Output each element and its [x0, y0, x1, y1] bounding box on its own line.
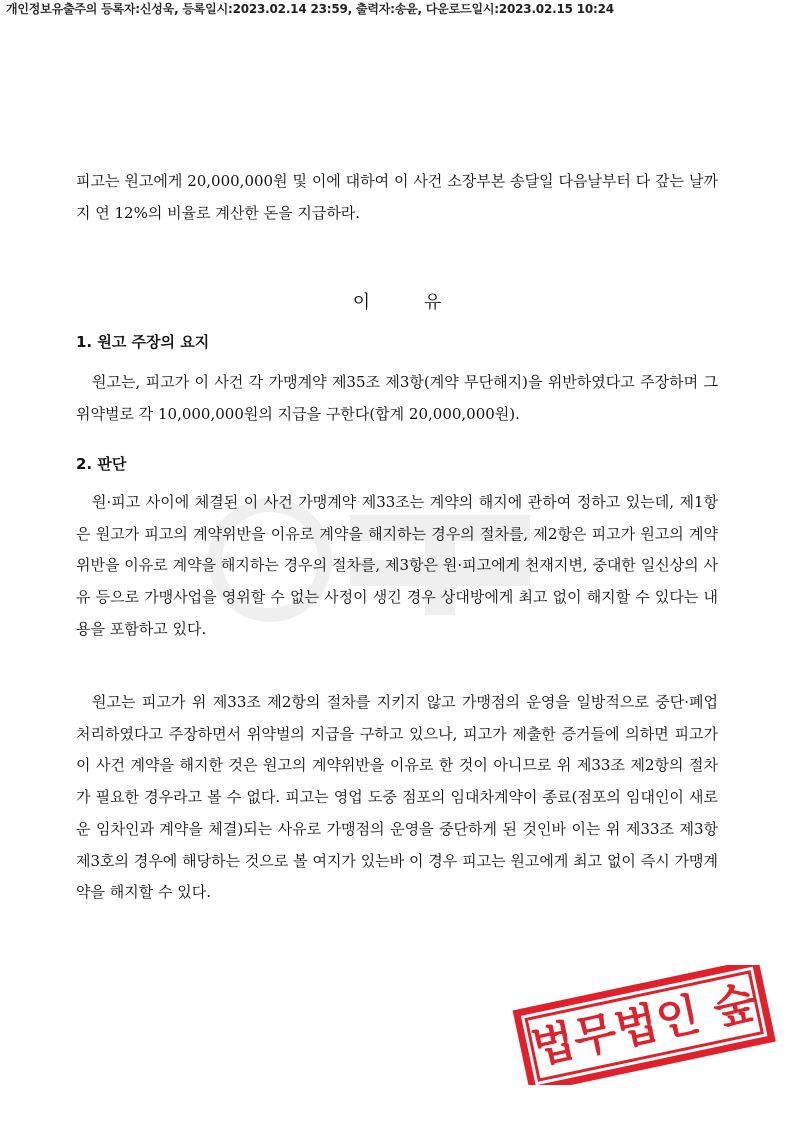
section-1-heading: 1. 원고 주장의 요지 [76, 333, 210, 351]
stamp-text: 법무법인 숲 [527, 976, 761, 1075]
law-firm-stamp [508, 965, 780, 1085]
reasons-title: 이 유 [352, 292, 442, 313]
section-2-paragraph-1: 원·피고 사이에 체결된 이 사건 가맹계약 제33조는 계약의 해지에 관하여 정하고 있는데, 제1항은 원고가 피고의 계약위반을 이유로 계약을 해지하는 경우의 절차를, 제2항은 피고가 원고의 계약위반을 이유로 계약을 해지하는 경우의 절차를, 제3항은 원·피고에게 천재지변, 중대한 일신상의 사유 등으로 가맹사업을 영위할 수 없는 사정이 생긴 경우 상대방에게 최고 없이 해지할 수 있다는 내용을 포함하고 있다. [76, 493, 718, 638]
section-2-heading: 2. 판단 [76, 455, 127, 473]
section-2-paragraph-2: 원고는 피고가 위 제33조 제2항의 절차를 지키지 않고 가맹점의 운영을 일방적으로 중단·폐업 처리하였다고 주장하면서 위약벌의 지급을 구하고 있으나, 피고가 제출한 증거들에 의하면 피고가 이 사건 계약을 해지한 것은 원고의 계약위반을 이유로 한 것이 아니므로 위 제33조 제2항의 절차가 필요한 경우라고 볼 수 없다. 피고는 영업 도중 점포의 임대차계약이 종료(점포의 임대인이 새로운 임차인과 계약을 체결)되는 사유로 가맹점의 운영을 중단하게 된 것인바 이는 위 제33조 제3항 제3호의 경우에 해당하는 것으로 볼 여지가 있는바 이 경우 피고는 원고에게 최고 없이 즉시 가맹계약을 해지할 수 있다. [76, 693, 718, 902]
section-1-paragraph: 원고는, 피고가 이 사건 각 가맹계약 제35조 제3항(계약 무단해지)을 위반하였다고 주장하며 그 위약벌로 각 10,000,000원의 지급을 구한다(합계 20,000,000원). [76, 373, 718, 423]
document-header: 개인정보유출주의 등록자:신성욱, 등록일시:2023.02.14 23:59, 출력자:송윤, 다운로드일시:2023.02.15 10:24 [6, 2, 614, 16]
order-text: 피고는 원고에게 20,000,000원 및 이에 대하여 이 사건 소장부본 송달일 다음날부터 다 갚는 날까지 연 12%의 비율로 계산한 돈을 지급하라. [76, 172, 718, 222]
